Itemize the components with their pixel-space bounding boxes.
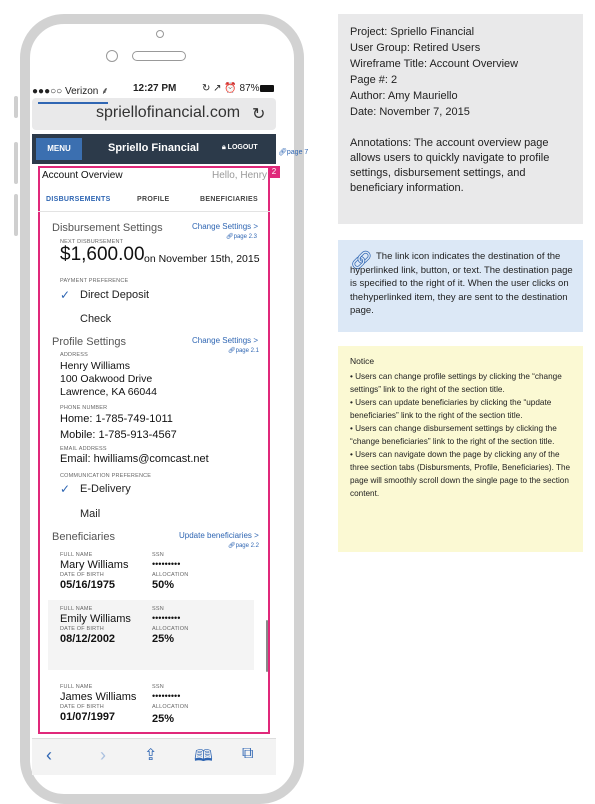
brand-name: Spriello Financial [108,142,200,154]
name-label: FULL NAME [60,684,93,690]
dob-label: DATE OF BIRTH [60,572,104,578]
beneficiary-alloc: 25% [152,633,175,645]
scrollbar[interactable] [266,620,268,672]
share-icon[interactable]: ⇪ [144,747,158,764]
disbursement-title: Disbursement Settings [52,222,163,234]
earpiece-speaker [132,51,186,61]
name-label: FULL NAME [60,552,93,558]
page-title: Account Overview [42,170,123,181]
tab-beneficiaries[interactable]: BENEFICIARIES [200,196,258,203]
link-legend-panel [338,240,583,332]
beneficiary-ssn: ••••••••• [152,613,181,623]
beneficiary-alloc: 50% [152,579,175,591]
page-number-line: Page #: 2 [350,74,398,86]
address-line-2: 100 Oakwood Drive [60,373,153,385]
reload-icon[interactable]: ↻ [252,106,266,123]
front-camera [156,30,164,38]
mobile-phone: Mobile: 1-785-913-4567 [60,429,177,441]
annotations-text: Annotations: The account overview page allows users to quickly navigate to profile settings, disbursement settings, and beneficiary information. [350,137,550,194]
beneficiary-name: James Williams [60,691,137,703]
beneficiary-ssn: ••••••••• [152,691,181,701]
check-icon: ✓ [60,288,71,302]
site-nav-bar [32,134,276,164]
email-address: Email: hwilliams@comcast.net [60,453,209,465]
change-disbursement-link[interactable]: Change Settings > [192,222,259,231]
address-line-3: Lawrence, KA 66044 [60,386,157,398]
link-legend-text: The link icon indicates the destination of the hyperlinked link, button, or text. The destination page is specified to the right of it. When the user clicks on thehyperlinked item, they are sent to the destination page. [350,251,573,316]
comm-pref-label: COMMUNICATION PREFERENCE [60,473,152,479]
alloc-label: ALLOCATION [152,704,189,710]
notice-list [350,370,578,500]
home-phone: Home: 1-785-749-1011 [60,413,173,425]
email-label: EMAIL ADDRESS [60,446,107,452]
page-ref-2-2: 🔗︎page 2.2 [228,543,259,549]
page-ref-2-1: 🔗︎page 2.1 [228,348,259,354]
change-profile-link[interactable]: Change Settings > [192,336,259,345]
option-check[interactable]: Check [80,313,112,325]
notice-item: • Users can change profile settings by clicking the “change settings” link to the right of the section title. [350,372,562,394]
address-line-1: Henry Williams [60,360,131,372]
clock: 12:27 PM [133,83,177,94]
dob-label: DATE OF BIRTH [60,704,104,710]
beneficiary-alloc: 25% [152,713,175,725]
wireframe-info-panel [338,14,583,224]
profile-title: Profile Settings [52,336,126,348]
date-line: Date: November 7, 2015 [350,106,470,118]
disbursement-amount: $1,600.00 [60,244,145,265]
status-bar [32,80,276,98]
user-group-line: User Group: Retired Users [350,42,481,54]
link-icon: 🔗︎ [226,234,234,240]
link-icon: 🔗︎ [228,348,236,354]
address-label: ADDRESS [60,352,88,358]
ssn-label: SSN [152,552,164,558]
link-icon: 🔗︎ [350,250,373,270]
option-e-delivery[interactable]: E-Delivery [80,483,131,495]
next-disbursement-label: NEXT DISBURSEMENT [60,239,124,245]
link-icon: 🔗︎ [228,543,236,549]
bookmarks-icon[interactable]: 🕮︎ [194,748,213,765]
beneficiary-ssn: ••••••••• [152,559,181,569]
beneficiaries-title: Beneficiaries [52,531,115,543]
browser-toolbar [32,738,276,775]
page-ref-7: 🔗︎page 7 [278,149,309,156]
beneficiary-dob: 05/16/1975 [60,579,116,591]
tab-disbursements[interactable]: DISBURSEMENTS [46,196,111,203]
notice-item: • Users can update beneficiaries by clicking the “update beneficiaries” link to the right of the section title. [350,398,552,420]
phone-screen [32,80,276,775]
beneficiary-name: Mary Williams [60,559,129,571]
page-ref-2-3: 🔗︎page 2.3 [226,234,257,240]
notice-item: • Users can navigate down the page by clicking any of the three section tabs (Disbursments, Profile, Beneficiaries). The page will smoothly scroll down the single page to the section content. [350,450,571,498]
tabs-icon[interactable]: ⧉ [242,745,254,762]
notice-panel [338,346,583,552]
notice-title: Notice [350,356,375,366]
lock-icon: 🔒︎ [222,144,228,151]
forward-icon[interactable]: › [100,745,106,765]
logout-label: LOGOUT [227,144,258,151]
volume-up-button [14,142,18,184]
active-tab-indicator [38,102,108,104]
volume-down-button [14,194,18,236]
tab-profile[interactable]: PROFILE [137,196,170,203]
project-line: Project: Spriello Financial [350,26,475,38]
beneficiary-dob: 08/12/2002 [60,633,116,645]
author-line: Author: Amy Mauriello [350,90,458,102]
check-icon: ✓ [60,482,71,496]
notice-item: • Users can change disbursement settings by clicking the “change beneficiaries” link to the right of the section title. [350,424,557,446]
name-label: FULL NAME [60,606,93,612]
status-indicators: ↻ ↗ ⏰ 87% [202,83,260,94]
link-icon: 🔗︎ [278,149,287,156]
logout-button[interactable] [222,144,258,152]
ssn-label: SSN [152,684,164,690]
beneficiary-name: Emily Williams [60,613,131,625]
dob-label: DATE OF BIRTH [60,626,104,632]
alloc-label: ALLOCATION [152,626,189,632]
url-text: spriellofinancial.com [96,104,241,121]
greeting: Hello, Henry [212,170,268,181]
alloc-label: ALLOCATION [152,572,189,578]
carrier-label: ●●●○○ Verizon ⸙ [32,86,109,97]
back-icon[interactable]: ‹ [46,745,52,765]
beneficiary-dob: 01/07/1997 [60,711,116,723]
option-mail[interactable]: Mail [80,508,101,520]
update-beneficiaries-link[interactable]: Update beneficiaries > [179,531,259,540]
disbursement-date: on November 15th, 2015 [144,253,260,265]
ssn-label: SSN [152,606,164,612]
region-tag: 2 [268,166,280,178]
wireframe-title-line: Wireframe Title: Account Overview [350,58,519,70]
sensor [106,50,118,62]
payment-pref-label: PAYMENT PREFERENCE [60,278,129,284]
menu-button[interactable]: MENU [36,138,82,160]
section-tabs [38,188,270,212]
battery-icon [260,85,274,92]
mute-switch [14,96,18,118]
phone-label: PHONE NUMBER [60,405,108,411]
option-direct-deposit[interactable]: Direct Deposit [80,289,150,301]
